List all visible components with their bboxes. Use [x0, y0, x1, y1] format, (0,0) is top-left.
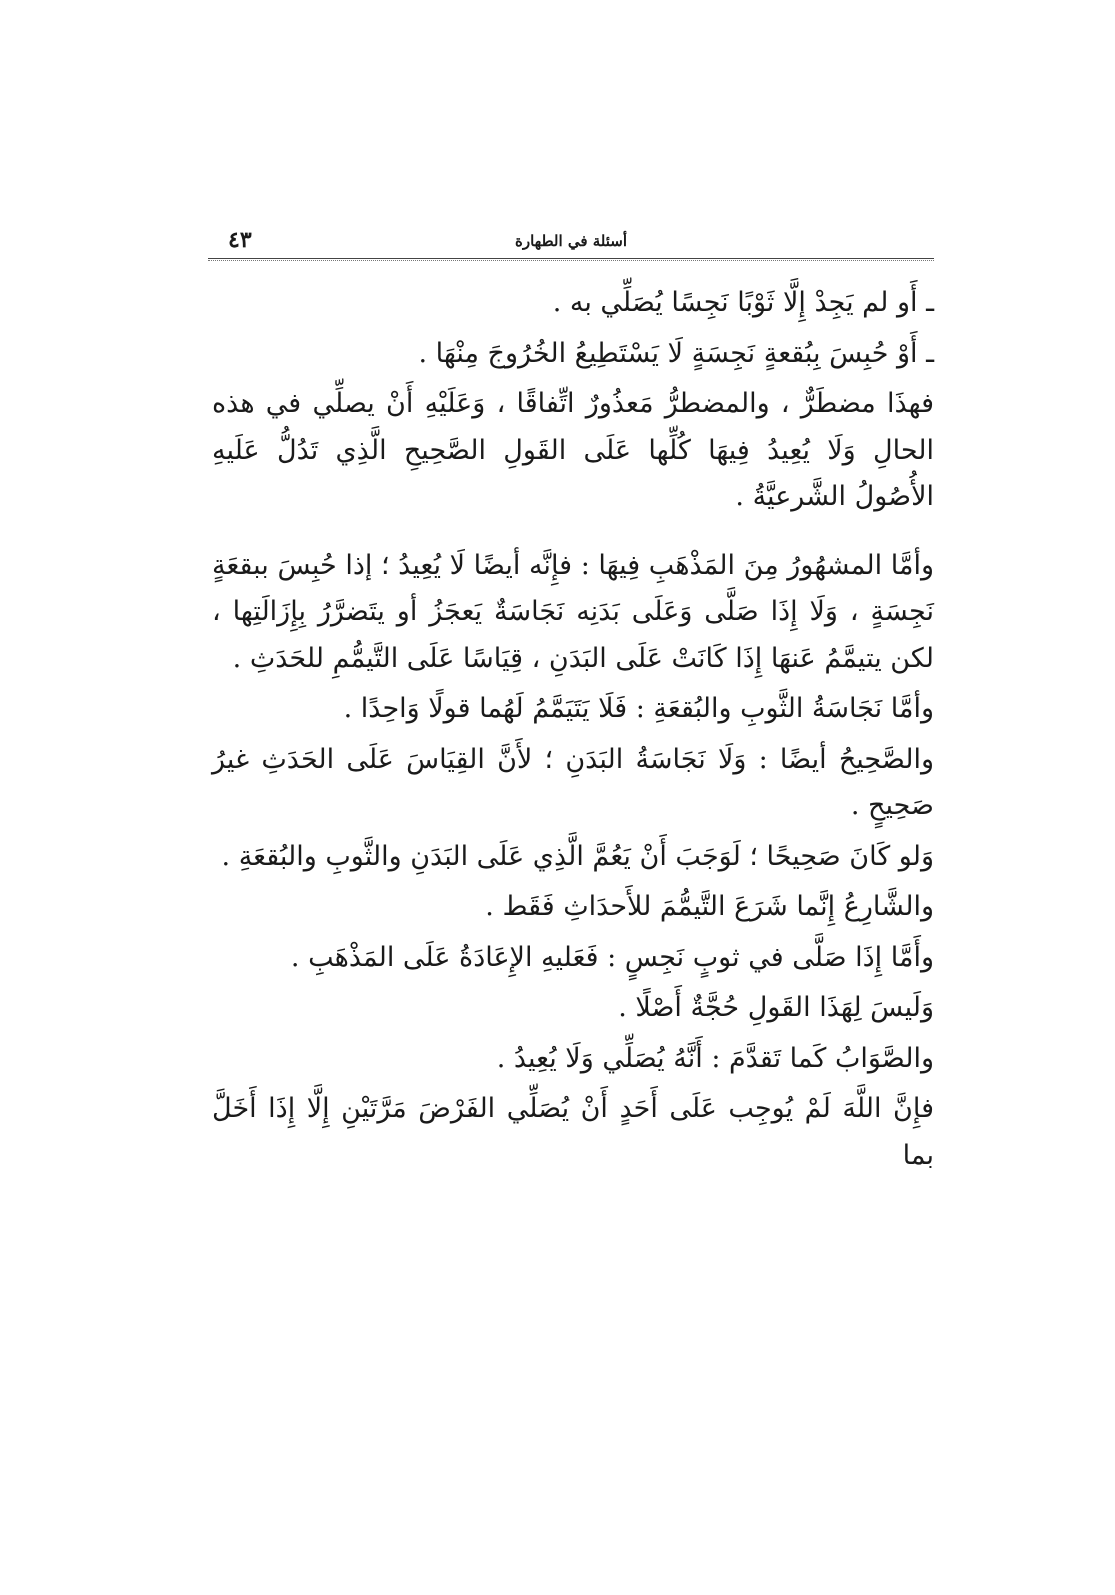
header-divider: [208, 258, 934, 261]
paragraph: والصَّوَابُ كَما تَقدَّمَ : أَنَّهُ يُصَلِّي وَلَا يُعِيدُ .: [496, 1042, 934, 1074]
paragraph: وَلو كَانَ صَحِيحًا ؛ لَوَجَبَ أَنْ يَعُمَّ الَّذِي عَلَى البَدَنِ والثَّوبِ والبُقعَةِ .: [221, 840, 934, 872]
paragraph: وأَمَّا إِذَا صَلَّى في ثوبٍ نَجِسٍ : فَعَليهِ الإِعَادَةُ عَلَى المَذْهَبِ .: [290, 941, 934, 973]
body-text: [212, 280, 934, 1183]
page-header: [208, 226, 934, 258]
paragraph: فإِنَّ اللَّهَ لَمْ يُوجِب عَلَى أَحَدٍ أَنْ يُصَلِّي الفَرْضَ مَرَّتَيْنِ إِلَّا إِذَا أَخَلَّ بما: [212, 1093, 934, 1171]
paragraph: والصَّحِيحُ أيضًا : وَلَا نَجَاسَةُ البَدَنِ ؛ لأَنَّ القِيَاسَ عَلَى الحَدَثِ غيرُ صَحِيحٍ .: [212, 743, 934, 821]
paragraph: ـ أَو لم يَجِدْ إِلَّا ثَوْبًا نَجِسًا يُصَلِّي به .: [552, 287, 934, 318]
running-title: أسئلة في الطهارة: [514, 232, 628, 250]
paragraph: وأمَّا نَجَاسَةُ الثَّوبِ والبُقعَةِ : فَلَا يَتَيَمَّمُ لَهُما قولًا وَاحِدًا .: [343, 693, 934, 724]
paragraph: والشَّارِعُ إِنَّما شَرَعَ التَّيمُّمَ للأَحدَاثِ فَقَط .: [485, 891, 934, 922]
paragraph: وأمَّا المشهُورُ مِنَ المَذْهَبِ فِيهَا : فإِنَّه أيضًا لَا يُعِيدُ ؛ إذا حُبِسَ ببقعَةٍ نَجِسَةٍ ، وَلَا إِذَا صَلَّى وَعَلَى بَدَنِه نَجَاسَةٌ يَعجَزُ أو يتَضرَّرُ بِإِزَالَتِها ، لكن يتيمَّمُ عَنهَا إِذَا كَانَتْ عَلَى البَدَنِ ، قِيَاسًا عَلَى التَّيمُّمِ للحَدَثِ .: [212, 549, 934, 674]
paragraph: فهذَا مضطَرٌّ ، والمضطرُّ مَعذُورٌ اتِّفاقًا ، وَعَلَيْهِ أَنْ يصلِّي في هذه الحالِ وَلَا يُعِيدُ فِيهَا كُلِّها عَلَى القَولِ الصَّحِيحِ الَّذِي تَدُلُّ عَلَيهِ الأُصُولُ الشَّرعيَّةُ .: [212, 388, 934, 512]
page-number: ٤٣: [228, 227, 252, 253]
paragraph: وَلَيسَ لِهَذَا القَولِ حُجَّةٌ أَصْلًا .: [618, 992, 934, 1023]
paragraph: ـ أَوْ حُبِسَ بِبُقعةٍ نَجِسَةٍ لَا يَسْتَطِيعُ الخُرُوجَ مِنْهَا .: [418, 337, 934, 369]
